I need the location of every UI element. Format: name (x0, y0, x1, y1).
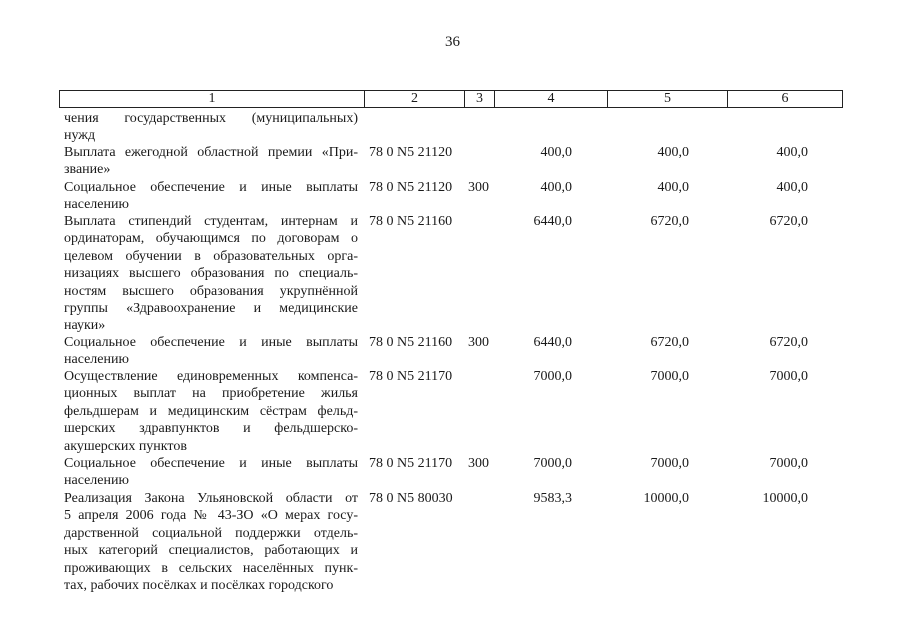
row-name-line: ных категорий специалистов, работающих и (64, 543, 358, 559)
row-code: 78 0 N5 21120 (369, 180, 453, 195)
row-code: 78 0 N5 21120 (369, 145, 453, 160)
row-value-v2020: 400,0 (657, 145, 689, 160)
header-col-4: 4 (494, 91, 607, 107)
row-name (64, 368, 358, 455)
row-name-line: населению (64, 473, 129, 489)
row-value-v2019: 400,0 (540, 180, 572, 195)
row-value-v2020: 6720,0 (650, 214, 689, 229)
row-name-line: Социальное обеспечение и иные выплаты (64, 180, 358, 195)
row-value-v2020: 6720,0 (650, 335, 689, 350)
row-value-v2019: 9583,3 (533, 491, 572, 506)
header-col-3: 3 (464, 91, 494, 107)
header-col-6: 6 (727, 91, 842, 107)
row-value-v2021: 400,0 (776, 145, 808, 160)
row-name-line: звание» (64, 162, 111, 178)
row-name-line: дарственной социальной поддержки отдель- (64, 525, 358, 541)
row-value-v2019: 7000,0 (533, 456, 572, 471)
row-value-v2019: 6440,0 (533, 335, 572, 350)
row-name-line: шерских здравпунктов и фельдшерско- (64, 421, 358, 437)
row-value-v2019: 400,0 (540, 145, 572, 160)
row-name (64, 179, 358, 214)
row-value-v2020: 7000,0 (650, 369, 689, 384)
row-value-v2020: 10000,0 (643, 491, 689, 506)
row-name-line: населению (64, 197, 129, 213)
row-expense-type: 300 (468, 456, 489, 471)
row-value-v2019: 7000,0 (533, 369, 572, 384)
row-name-line: тах, рабочих посёлках и посёлках городского (64, 578, 334, 594)
row-name-line: Выплата стипендий студентам, интернам и (64, 214, 358, 229)
row-name (64, 490, 358, 594)
row-value-v2020: 7000,0 (650, 456, 689, 471)
row-value-v2021: 7000,0 (769, 369, 808, 384)
row-code: 78 0 N5 80030 (369, 491, 453, 506)
row-name-line: Реализация Закона Ульяновской области от (64, 491, 358, 506)
row-value-v2021: 6720,0 (769, 214, 808, 229)
header-col-2: 2 (364, 91, 464, 107)
row-name-line: Осуществление единовременных компенса- (64, 369, 358, 384)
row-name-line: населению (64, 352, 129, 368)
row-name (64, 110, 358, 145)
row-expense-type: 300 (468, 335, 489, 350)
page-number: 36 (445, 34, 460, 50)
row-expense-type: 300 (468, 180, 489, 195)
row-name-line: фельдшерам и медицинским сёстрам фельд- (64, 403, 358, 419)
row-name-line: науки» (64, 318, 106, 334)
row-name-line: 5 апреля 2006 года № 43-ЗО «О мерах госу- (64, 508, 358, 524)
row-code: 78 0 N5 21160 (369, 214, 453, 229)
row-name-line: группы «Здравоохранение и медицинские (64, 301, 358, 317)
row-name (64, 455, 358, 490)
row-name-line: целевом обучении в образовательных орга- (64, 248, 358, 264)
row-name-line: Выплата ежегодной областной премии «При- (64, 145, 358, 160)
row-name-line: ординаторам, обучающимся по договорам о (64, 231, 358, 247)
row-name (64, 144, 358, 179)
row-name-line: ционных выплат на приобретение жилья (64, 386, 358, 402)
row-value-v2021: 7000,0 (769, 456, 808, 471)
table-header-row (59, 90, 843, 108)
row-name (64, 334, 358, 369)
row-value-v2021: 6720,0 (769, 335, 808, 350)
header-col-1: 1 (208, 91, 216, 106)
row-name-line: нужд (64, 128, 96, 144)
row-value-v2019: 6440,0 (533, 214, 572, 229)
row-value-v2020: 400,0 (657, 180, 689, 195)
row-code: 78 0 N5 21170 (369, 456, 453, 471)
row-code: 78 0 N5 21160 (369, 335, 453, 350)
row-name-line: низациях высшего образования по специаль- (64, 266, 358, 282)
row-name (64, 213, 358, 335)
row-code: 78 0 N5 21170 (369, 369, 453, 384)
row-name-line: ностям высшего образования укрупнённой (64, 283, 358, 299)
row-name-line: чения государственных (муниципальных) (64, 111, 358, 126)
row-name-line: Социальное обеспечение и иные выплаты (64, 456, 358, 471)
header-col-5: 5 (607, 91, 727, 107)
row-value-v2021: 400,0 (776, 180, 808, 195)
row-name-line: проживающих в сельских населённых пунк- (64, 560, 358, 576)
row-value-v2021: 10000,0 (762, 491, 808, 506)
row-name-line: акушерских пунктов (64, 438, 187, 454)
row-name-line: Социальное обеспечение и иные выплаты (64, 335, 358, 350)
